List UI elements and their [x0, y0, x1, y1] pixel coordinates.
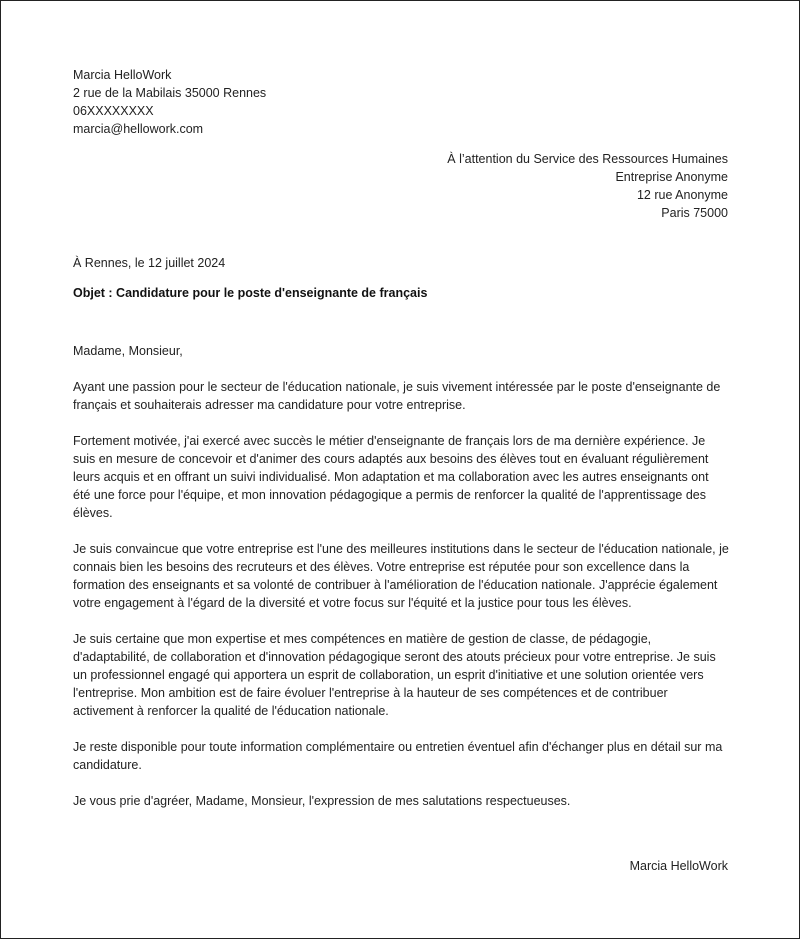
body-paragraph: Je reste disponible pour toute information complémentaire ou entretien éventuel afin d'échanger plus en détail sur ma candidature. — [73, 740, 723, 772]
body-paragraph: Ayant une passion pour le secteur de l'éducation nationale, je suis vivement intéressée par le poste d'enseignante de français et souhaiterais adresser ma candidature pour votre entreprise. — [73, 380, 721, 412]
body-paragraph: Je suis convaincue que votre entreprise est l'une des meilleures institutions dans le secteur de l'éducation nationale, je connais bien les besoins des recruteurs et des élèves. Votre entreprise est réputée pour son excellence dans la formation des enseignants et sa volonté de contribuer à l'amélioration de l'éducation nationale. J'apprécie également votre engagement à l'égard de la diversité et votre focus sur l'équité et la justice pour tous les élèves. — [73, 542, 729, 610]
body-paragraph: Fortement motivée, j'ai exercé avec succès le métier d'enseignante de français lors de ma dernière expérience. Je suis en mesure de concevoir et d'animer des cours adaptés aux besoins des élèves tout en évaluant régulièrement leurs acquis et en offrant un suivi individualisé. Mon adaptation et ma collaboration avec les autres enseignants ont été une force pour l'équipe, et mon innovation pédagogique a permis de renforcer la qualité de l'apprentissage des élèves. — [73, 434, 709, 520]
recipient-block — [447, 150, 728, 222]
letter-subject: Objet : Candidature pour le poste d'enseignante de français — [73, 286, 428, 300]
sender-phone: 06XXXXXXXX — [73, 104, 154, 118]
recipient-attention: À l’attention du Service des Ressources Humaines — [447, 152, 728, 166]
letter-body — [73, 342, 729, 828]
sender-address: 2 rue de la Mabilais 35000 Rennes — [73, 86, 267, 100]
closing-paragraph: Je vous prie d'agréer, Madame, Monsieur, l'expression de mes salutations respectueuses. — [73, 794, 571, 808]
salutation: Madame, Monsieur, — [73, 344, 183, 358]
sender-name: Marcia HelloWork — [73, 68, 172, 82]
recipient-company: Entreprise Anonyme — [615, 170, 728, 184]
letter-date: À Rennes, le 12 juillet 2024 — [73, 256, 226, 270]
signature: Marcia HelloWork — [629, 859, 728, 873]
body-paragraph: Je suis certaine que mon expertise et mes compétences en matière de gestion de classe, de pédagogie, d'adaptabilité, de collaboration et d'innovation pédagogique seront des atouts précieux pour votre entreprise. Je suis un professionnel engagé qui apportera un esprit de collaboration, un esprit d'initiative et une solution orientée vers l'entreprise. Mon ambition est de faire évoluer l'entreprise à la hauteur de ses compétences et de contribuer activement à renforcer la qualité de l'éducation nationale. — [73, 632, 716, 718]
sender-block — [73, 66, 266, 138]
sender-email: marcia@hellowork.com — [73, 122, 204, 136]
recipient-city: Paris 75000 — [661, 206, 728, 220]
recipient-street: 12 rue Anonyme — [636, 188, 728, 202]
